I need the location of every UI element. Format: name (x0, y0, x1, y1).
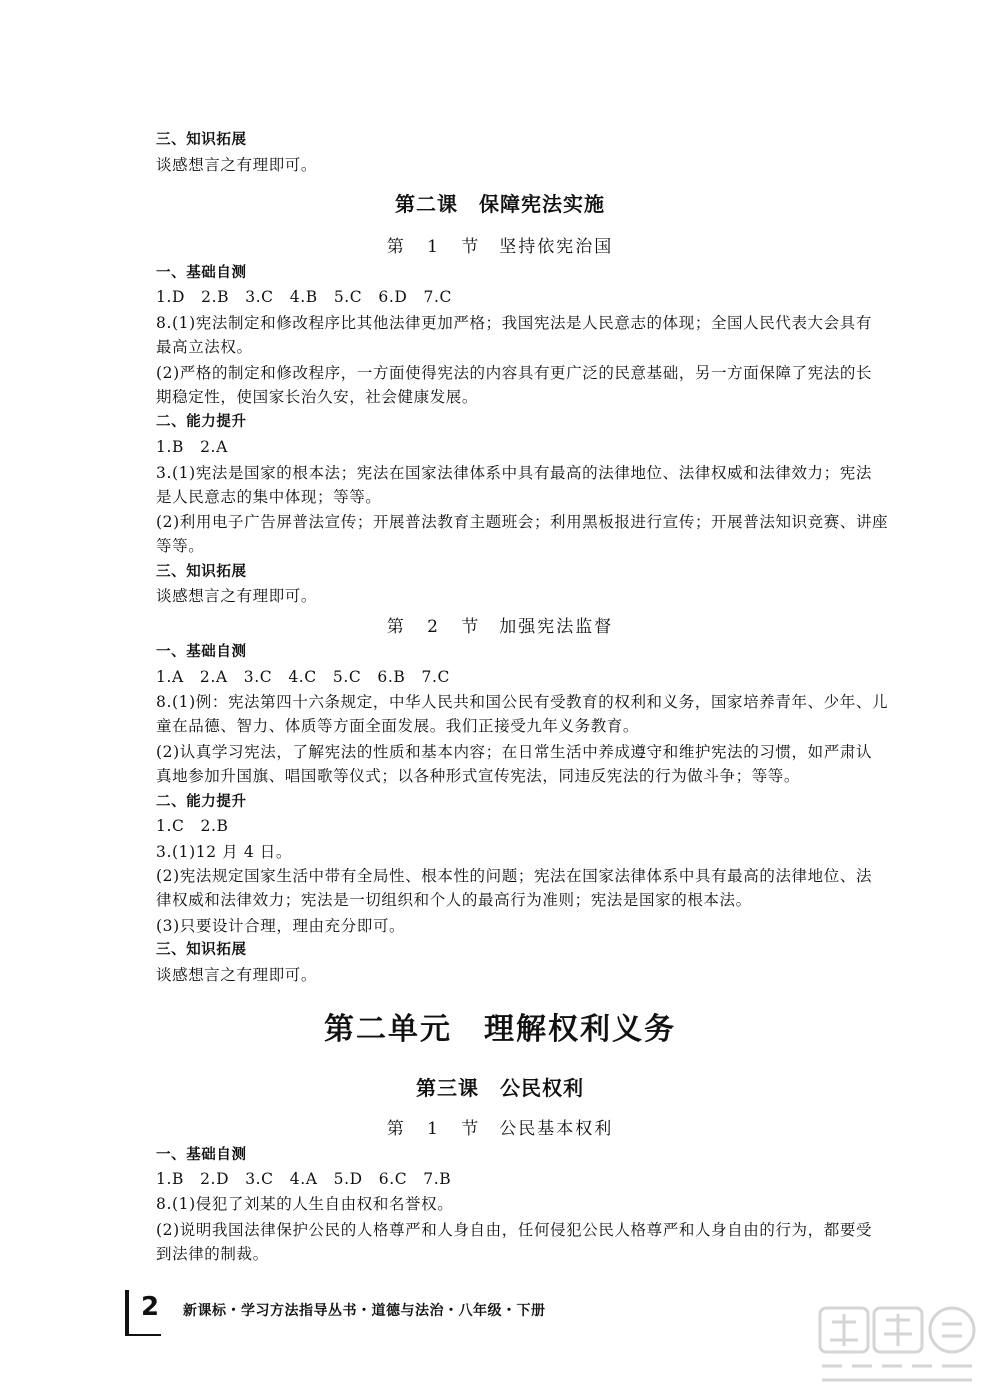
footer-bar (125, 1290, 129, 1336)
section-heading-extension: 三、知识拓展 (156, 564, 247, 580)
answer-line: (2)认真学习宪法，了解宪法的性质和基本内容；在日常生活中养成遵守和维护宪法的习惯，如严肃认 (156, 743, 873, 761)
answer-line: 3.(1)12 月 4 日。 (156, 843, 293, 861)
section-title: 第 1 节 公民基本权利 (386, 1119, 614, 1139)
section-title: 第 1 节 坚持依宪治国 (386, 237, 614, 257)
answer-line: 谈感想言之有理即可。 (156, 966, 318, 984)
section-heading-extension: 三、知识拓展 (156, 132, 247, 148)
answer-line: 谈感想言之有理即可。 (156, 587, 318, 605)
section-heading-extension: 三、知识拓展 (156, 942, 247, 958)
answer-line: 8.(1)宪法制定和修改程序比其他法律更加严格；我国宪法是人民意志的体现；全国人民代表大会具有 (156, 314, 872, 332)
section-heading-ability: 二、能力提升 (156, 414, 247, 430)
answer-line: 律权威和法律效力；宪法是一切组织和个人的最高行为准则；宪法是国家的根本法。 (156, 891, 752, 909)
answer-line: 8.(1)例：宪法第四十六条规定，中华人民共和国公民有受教育的权利和义务，国家培养青年、少年、儿 (156, 693, 889, 711)
answer-line: 是人民意志的集中体现；等等。 (156, 488, 382, 506)
answer-line: 1.B 2.D 3.C 4.A 5.D 6.C 7.B (156, 1170, 452, 1188)
answer-line: 8.(1)侵犯了刘某的人生自由权和名誉权。 (156, 1195, 454, 1213)
answer-line: 期稳定性，使国家长治久安，社会健康发展。 (156, 388, 479, 406)
answer-line: 到法律的制裁。 (156, 1245, 269, 1263)
watermark-logo (812, 1300, 982, 1390)
lesson-title: 第二课 保障宪法实施 (395, 192, 605, 216)
answer-line: 谈感想言之有理即可。 (156, 156, 318, 174)
answer-line: (2)宪法规定国家生活中带有全局性、根本性的问题；宪法在国家法律体系中具有最高的法律地位、法 (156, 867, 873, 885)
answer-line: 1.D 2.B 3.C 4.B 5.C 6.D 7.C (156, 288, 452, 306)
unit-title: 第二单元 理解权利义务 (324, 1012, 676, 1047)
answer-line: (2)严格的制定和修改程序，一方面使得宪法的内容具有更广泛的民意基础，另一方面保障了宪法的长 (156, 364, 873, 382)
section-heading-ability: 二、能力提升 (156, 794, 247, 810)
answer-line: 真地参加升国旗、唱国歌等仪式；以各种形式宣传宪法，同违反宪法的行为做斗争；等等。 (156, 767, 801, 785)
answer-line: 等等。 (156, 537, 205, 555)
section-heading-basic: 一、基础自测 (156, 644, 247, 660)
page-footer (125, 1290, 745, 1336)
section-heading-basic: 一、基础自测 (156, 1147, 247, 1163)
page-number: 2 (141, 1292, 160, 1322)
answer-line: 童在品德、智力、体质等方面全面发展。我们正接受九年义务教育。 (156, 717, 640, 735)
answer-line: (3)只要设计合理，理由充分即可。 (156, 917, 406, 935)
section-title: 第 2 节 加强宪法监督 (386, 617, 614, 637)
answer-line: (2)利用电子广告屏普法宣传；开展普法教育主题班会；利用黑板报进行宣传；开展普法知识竞赛、讲座 (156, 513, 889, 531)
answer-line: 最高立法权。 (156, 338, 253, 356)
footer-underline (125, 1334, 161, 1336)
answer-line: 1.A 2.A 3.C 4.C 5.C 6.B 7.C (156, 668, 450, 686)
lesson-title: 第三课 公民权利 (416, 1076, 584, 1100)
answer-line: 1.B 2.A (156, 438, 228, 456)
book-series-title: 新课标・学习方法指导丛书・道德与法治・八年级・下册 (183, 1303, 546, 1319)
answer-line: 1.C 2.B (156, 817, 229, 835)
section-heading-basic: 一、基础自测 (156, 265, 247, 281)
answer-line: (2)说明我国法律保护公民的人格尊严和人身自由，任何侵犯公民人格尊严和人身自由的行为，都要受 (156, 1221, 873, 1239)
answer-line: 3.(1)宪法是国家的根本法；宪法在国家法律体系中具有最高的法律地位、法律权威和法律效力；宪法 (156, 464, 872, 482)
